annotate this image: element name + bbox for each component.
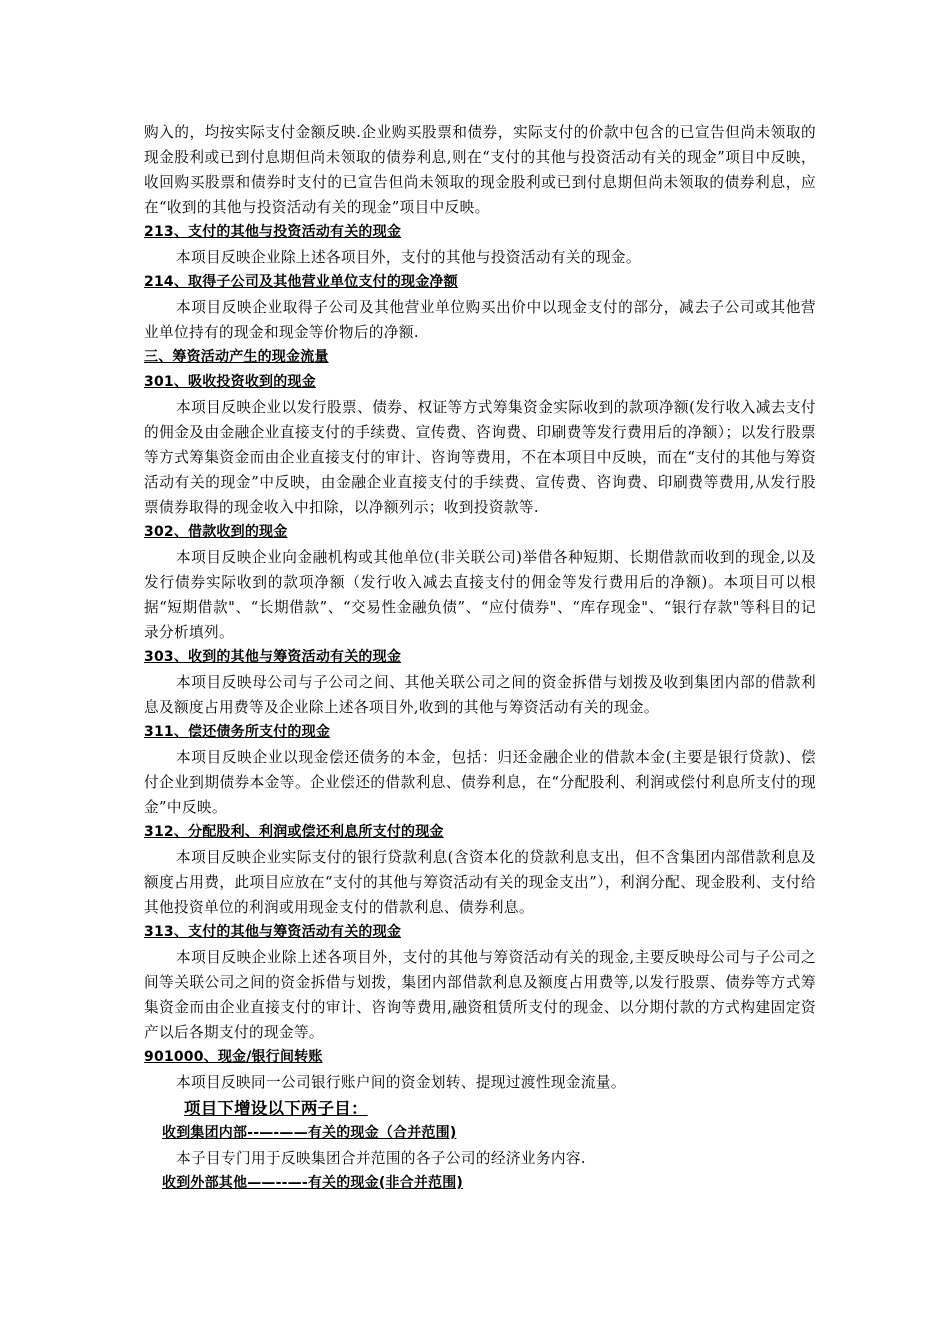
paragraph-313: 本项目反映企业除上述各项目外，支付的其他与筹资活动有关的现金,主要反映母公司与子公司之间等关联公司之间的资金拆借与划拨，集团内部借款利息及额度占用费等,以发行股票、债券等方式筹集资金而由企业直接支付的审计、咨询等费用,融资租赁所支付的现金、以分期付款的方式构建固定资产以后各期支付的现金等。 [144, 949, 816, 1041]
section-heading-financing: 三、筹资活动产生的现金流量 [144, 349, 329, 365]
paragraph-311: 本项目反映企业以现金偿还债务的本金，包括：归还金融企业的借款本金(主要是银行贷款)、偿付企业到期债券本金等。企业偿还的借款利息、债券利息，在“分配股利、利润或偿付利息所支付的现金”中反映。 [144, 749, 816, 816]
heading-213: 213、支付的其他与投资活动有关的现金 [144, 224, 402, 240]
paragraph-303: 本项目反映母公司与子公司之间、其他关联公司之间的资金拆借与划拨及收到集团内部的借款利息及额度占用费等及企业除上述各项目外,收到的其他与筹资活动有关的现金。 [144, 674, 816, 716]
paragraph-302: 本项目反映企业向金融机构或其他单位(非关联公司)举借各种短期、长期借款而收到的现金,以及发行债券实际收到的款项净额（发行收入减去直接支付的佣金等发行费用后的净额)。本项目可以根据“短期借款"、“长期借款”、“交易性金融负债”、“应付债券"、“库存现金"、“银行存款"等科目的记录分析填列。 [144, 549, 816, 641]
paragraph-901000: 本项目反映同一公司银行账户间的资金划转、提现过渡性现金流量。 [176, 1074, 626, 1091]
heading-313: 313、支付的其他与筹资活动有关的现金 [144, 924, 402, 940]
intro-paragraph: 购入的，均按实际支付金额反映.企业购买股票和债券，实际支付的价款中包含的已宣告但尚未领取的现金股利或已到付息期但尚未领取的债券利息,则在“支付的其他与投资活动有关的现金”项目中反映，收回购买股票和债券时支付的已宣告但尚未领取的现金股利或已到付息期但尚未领取的债券利息，应在“收到的其他与投资活动有关的现金”项目中反映。 [144, 124, 816, 216]
subitem-internal-heading: 收到集团内部--—-——有关的现金（合并范围) [162, 1125, 457, 1141]
heading-301: 301、吸收投资收到的现金 [144, 374, 316, 390]
heading-214: 214、取得子公司及其他营业单位支付的现金净额 [144, 274, 458, 290]
paragraph-213: 本项目反映企业除上述各项目外，支付的其他与投资活动有关的现金。 [176, 249, 641, 266]
subitem-external-heading: 收到外部其他——--—-有关的现金(非合并范围) [162, 1175, 464, 1191]
document-body [144, 120, 816, 1196]
subitem-internal-paragraph: 本子目专门用于反映集团合并范围的各子公司的经济业务内容. [176, 1150, 586, 1167]
paragraph-214: 本项目反映企业取得子公司及其他营业单位购买出价中以现金支付的部分，减去子公司或其他营业单位持有的现金和现金等价物后的净额. [144, 299, 816, 341]
paragraph-301: 本项目反映企业以发行股票、债券、权证等方式筹集资金实际收到的款项净额(发行收入减去支付的佣金及由金融企业直接支付的手续费、宣传费、咨询费、印刷费等发行费用后的净额）；以发行股票等方式筹集资金而由企业直接支付的审计、咨询等费用，不在本项目中反映，而在“支付的其他与筹资活动有关的现金”中反映，由金融企业直接支付的手续费、宣传费、咨询费、印刷费等费用,从发行股票债券取得的现金收入中扣除，以净额列示；收到投资款等. [144, 399, 816, 516]
paragraph-312: 本项目反映企业实际支付的银行贷款利息(含资本化的贷款利息支出，但不含集团内部借款利息及额度占用费，此项目应放在“支付的其他与筹资活动有关的现金支出”），利润分配、现金股利、支付给其他投资单位的利润或用现金支付的借款利息、债券利息。 [144, 849, 816, 916]
heading-311: 311、偿还债务所支付的现金 [144, 724, 331, 740]
subitems-heading: 项目下增设以下两子目： [184, 1099, 368, 1118]
heading-303: 303、收到的其他与筹资活动有关的现金 [144, 649, 402, 665]
heading-901000: 901000、现金/银行间转账 [144, 1049, 323, 1065]
heading-302: 302、借款收到的现金 [144, 524, 288, 540]
heading-312: 312、分配股利、利润或偿还利息所支付的现金 [144, 824, 444, 840]
